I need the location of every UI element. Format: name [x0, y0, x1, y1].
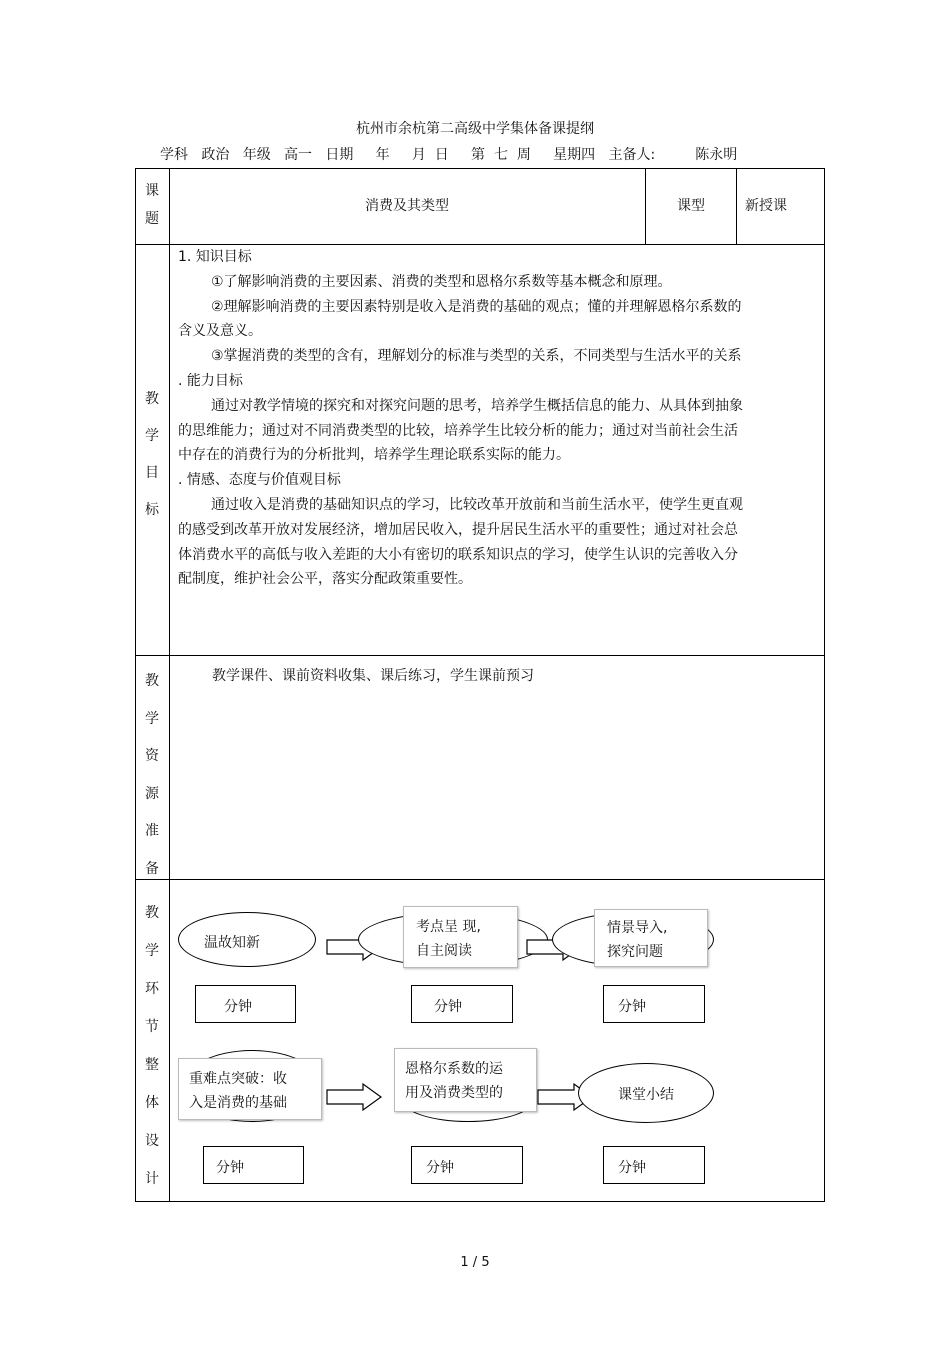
resources-text: 教学课件、课前资料收集、课后练习，学生课前预习: [212, 668, 534, 684]
lesson-type-value: 新授课: [745, 198, 787, 214]
emotion-goal: 通过收入是消费的基础知识点的学习，比较改革开放前和当前生活水平，使学生更直观的感受到改革开放对发展经济，增加居民收入，提升居民生活水平的重要性；通过对社会总体消费水平的高低与收入差距的大小有密切的联系知识点的学习，使学生认识的完善收入分配制度，维护社会公平，落实分配政策重要性。: [178, 496, 743, 588]
page-number: 1 / 5: [460, 1255, 490, 1270]
flow-step-review: 温故知新: [178, 912, 316, 967]
flow-step-engel: 恩格尔系数的运 用及消费类型的: [394, 1048, 537, 1112]
resources-label: 教 学 资 源 准 备: [145, 673, 159, 877]
minutes-box: 分钟: [203, 1146, 304, 1184]
flow-step-exam-points: 考点呈 现, 自主阅读: [403, 906, 518, 968]
minutes-box: 分钟: [411, 985, 513, 1023]
lesson-type-label: 课型: [677, 198, 705, 214]
arrow-icon: [325, 1082, 385, 1112]
lesson-topic: 消费及其类型: [365, 198, 449, 214]
flow-step-summary: 课堂小结: [578, 1063, 714, 1123]
topic-label: 课 题: [145, 183, 159, 227]
flow-step-scenario: 情景导入, 探究问题: [594, 909, 708, 967]
ability-heading: . 能力目标: [178, 372, 243, 389]
knowledge-heading: 1. 知识目标: [178, 249, 252, 265]
minutes-box: 分钟: [603, 1146, 705, 1184]
knowledge-goal-3: ③掌握消费的类型的含有，理解划分的标准与类型的关系，不同类型与生活水平的关系: [211, 348, 742, 365]
lesson-plan-table: [135, 168, 825, 1202]
knowledge-goal-1: ①了解影响消费的主要因素、消费的类型和恩格尔系数等基本概念和原理。: [211, 273, 672, 290]
goals-content: [178, 245, 750, 592]
flow-step-key-difficulty: 重难点突破：收 入是消费的基础: [178, 1058, 322, 1120]
emotion-heading: . 情感、态度与价值观目标: [178, 472, 341, 489]
document-title: 杭州市余杭第二高级中学集体备课提纲: [356, 121, 594, 137]
knowledge-goal-2: ②理解影响消费的主要因素特别是收入是消费的基础的观点；懂的并理解恩格尔系数的含义及意义。: [178, 298, 742, 340]
goals-label: 教 学 目 标: [145, 391, 159, 518]
minutes-box: 分钟: [195, 985, 296, 1023]
ability-goal: 通过对教学情境的探究和对探究问题的思考，培养学生概括信息的能力、从具体到抽象的思维能力；通过对不同消费类型的比较，培养学生比较分析的能力；通过对当前社会生活中存在的消费行为的分析批判，培养学生理论联系实际的能力。: [178, 397, 743, 464]
document-subline: 学科 政治 年级 高一 日期 年 月 日 第 七 周 星期四 主备人: 陈永明: [160, 147, 738, 163]
minutes-box: 分钟: [603, 985, 705, 1023]
minutes-box: 分钟: [411, 1146, 523, 1184]
design-label: 教 学 环 节 整 体 设 计: [145, 905, 159, 1187]
